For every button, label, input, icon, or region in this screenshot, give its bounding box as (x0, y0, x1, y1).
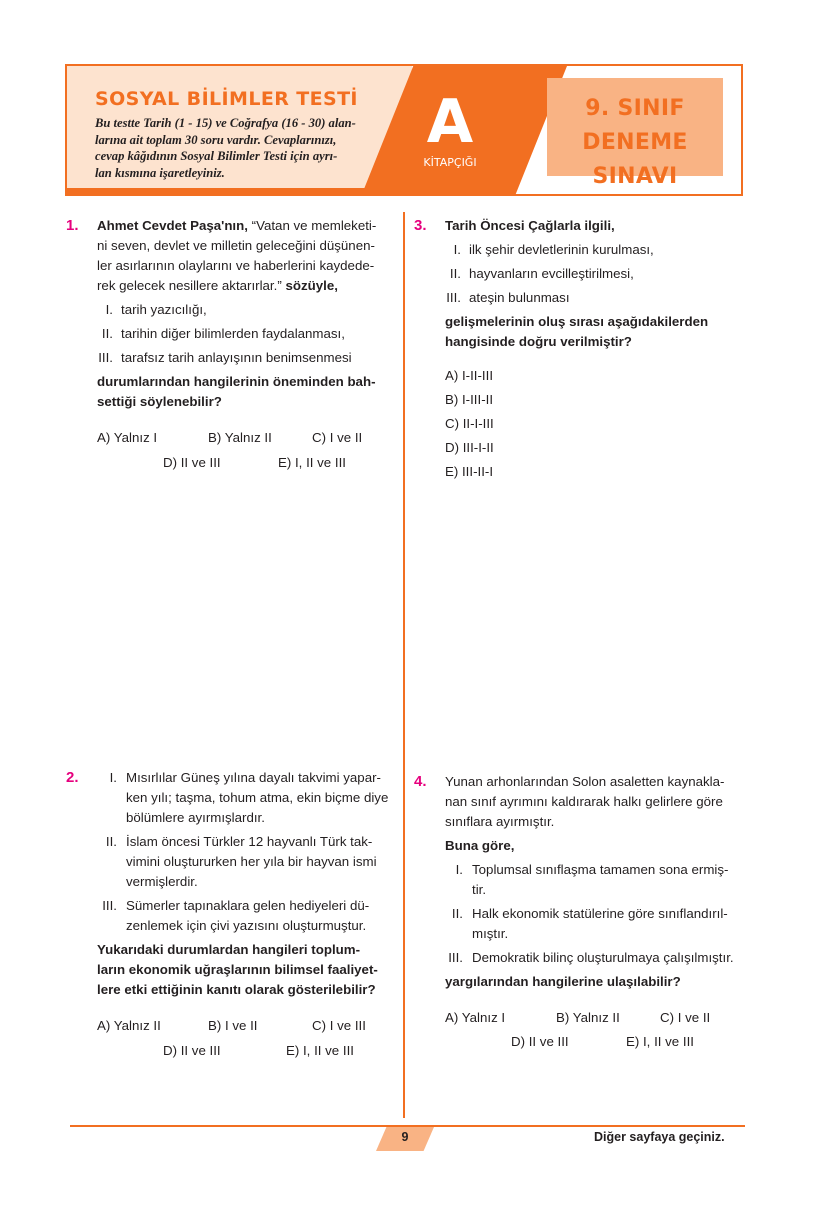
question-intro: Tarih Öncesi Çağlarla ilgili, (445, 218, 615, 233)
question-stem (97, 216, 395, 296)
footer-rule (70, 1125, 745, 1127)
statement-text: hayvanların evcilleştirilmesi, (469, 266, 634, 281)
statement-list (445, 240, 743, 308)
option-d[interactable]: D) II ve III (163, 455, 221, 470)
question-prompt: Yukarıdaki durumlardan hangileri toplum- ların ekonomik uğraşlarının bilimsel faaliyet- lere etki ettiğinin kanıtı olarak gösterilebilir? (97, 942, 378, 997)
statement-text: tarihin diğer bilimlerden faydalanması, (121, 326, 345, 341)
page-number: 9 (401, 1130, 409, 1144)
option-a[interactable]: A) Yalnız I (97, 430, 158, 445)
statement (97, 832, 395, 892)
statement-list (97, 300, 395, 368)
statement-text: Sümerler tapınaklara gelen hediyeleri dü- zenlemek için çivi yazısını oluşturmuştur. (126, 898, 370, 933)
statement (97, 324, 395, 344)
booklet-letter: A (426, 87, 474, 157)
option-c[interactable]: C) I ve II (660, 1010, 711, 1025)
statement-numeral: I. (455, 862, 463, 877)
exam-header (65, 64, 743, 196)
exam-title: 9. SINIF DENEME SINAVI (582, 96, 688, 189)
statement-numeral: II. (451, 906, 463, 921)
option-c[interactable]: C) I ve III (312, 1018, 366, 1033)
statement-numeral: I. (109, 770, 117, 785)
statement-numeral: II. (449, 266, 461, 281)
answer-options (97, 1016, 395, 1061)
option-a[interactable]: A) Yalnız II (97, 1018, 161, 1033)
statement-numeral: II. (101, 326, 113, 341)
option-a[interactable]: A) Yalnız I (445, 1010, 506, 1025)
booklet-label: KİTAPÇIĞI (423, 156, 477, 169)
exam-title-box (547, 78, 723, 189)
statement (97, 300, 395, 320)
statement (445, 948, 743, 968)
statement-text: ilk şehir devletlerinin kurulması, (469, 242, 654, 257)
statement (445, 904, 743, 944)
statement-text: İslam öncesi Türkler 12 hayvanlı Türk tak- vimini oluştururken her yıla bir hayvan ismi vermişlerdir. (126, 834, 377, 889)
question-number: 2. (66, 769, 79, 786)
question-prompt: durumlarından hangilerinin öneminden bah- settiği söylenebilir? (97, 374, 376, 409)
test-title: SOSYAL BİLİMLER TESTİ (95, 88, 358, 110)
statement (445, 860, 743, 900)
statement-list (445, 860, 743, 968)
statement (445, 288, 743, 308)
option-a[interactable]: A) I-II-III (445, 368, 494, 383)
question-intro: Yunan arhonlarından Solon asaletten kaynakla- nan sınıf ayrımını kaldırarak halkı gelirlere göre sınıflara ayırmıştır. (445, 774, 725, 829)
statement-text: ateşin bulunması (469, 290, 570, 305)
statement-numeral: I. (105, 302, 113, 317)
option-c[interactable]: C) II-I-III (445, 416, 494, 431)
statement-numeral: I. (453, 242, 461, 257)
statement-text: Toplumsal sınıflaşma tamamen sona ermiş- tir. (472, 862, 729, 897)
statement-numeral: III. (448, 950, 463, 965)
question-prompt: gelişmelerinin oluş sırası aşağıdakilerden hangisinde doğru verilmiştir? (445, 314, 709, 349)
column-divider (403, 212, 405, 1118)
answer-options (97, 428, 395, 473)
option-b[interactable]: B) I ve II (208, 1018, 258, 1033)
header-info-panel (67, 66, 412, 194)
statement (445, 264, 743, 284)
header-accent-strip (67, 188, 412, 194)
question-number: 1. (66, 217, 79, 234)
option-e[interactable]: E) III-II-I (445, 464, 494, 479)
question-quote: “Vatan ve memleketi- ni seven, devlet ve milletin geleceğini düşünen- ler asırlarının olaylarını ve haberlerini kaydede- rek gelecek nesillere aktarırlar.” (97, 218, 377, 293)
question-lead: Buna göre, (445, 838, 515, 853)
statement-text: Halk ekonomik statülerine göre sınıflandırıl- mıştır. (472, 906, 728, 941)
option-e[interactable]: E) I, II ve III (278, 455, 346, 470)
question-number: 4. (414, 773, 427, 790)
statement-text: Demokratik bilinç oluşturulmaya çalışılmıştır. (472, 950, 734, 965)
option-b[interactable]: B) I-III-II (445, 392, 494, 407)
option-d[interactable]: D) II ve III (511, 1034, 569, 1049)
question-prompt: yargılarından hangilerine ulaşılabilir? (445, 974, 681, 989)
statement-text: tarafsız tarih anlayışının benimsenmesi (121, 350, 352, 365)
option-d[interactable]: D) II ve III (163, 1043, 221, 1058)
option-c[interactable]: C) I ve II (312, 430, 363, 445)
statement-numeral: III. (446, 290, 461, 305)
answer-options (445, 1008, 743, 1052)
option-d[interactable]: D) III-I-II (445, 440, 494, 455)
statement-numeral: II. (105, 834, 117, 849)
option-e[interactable]: E) I, II ve III (626, 1034, 694, 1049)
answer-options (445, 366, 743, 486)
statement (97, 896, 395, 936)
statement-text: tarih yazıcılığı, (121, 302, 207, 317)
statement-numeral: III. (98, 350, 113, 365)
statement-text: Mısırlılar Güneş yılına dayalı takvimi yapar- ken yılı; taşma, tohum atma, ekin biçme diye bölümlere ayırmışlardır. (126, 770, 389, 825)
question-number: 3. (414, 217, 427, 234)
next-page-note: Diğer sayfaya geçiniz. (594, 1130, 725, 1144)
statement (97, 768, 395, 828)
statement (97, 348, 395, 368)
statement-list (97, 768, 395, 936)
statement (445, 240, 743, 260)
statement-numeral: III. (102, 898, 117, 913)
test-description: Bu testte Tarih (1 - 15) ve Coğrafya (16 - 30) alan- larına ait toplam 30 soru vardır. Cevaplarınızı, cevap kâğıdının Sosyal Bilimler Testi için ayrı- lan kısmına işaretleyiniz. (95, 116, 356, 180)
option-e[interactable]: E) I, II ve III (286, 1043, 354, 1058)
option-b[interactable]: B) Yalnız II (556, 1010, 620, 1025)
question-intro: Ahmet Cevdet Paşa'nın, (97, 218, 248, 233)
question-quote-end: sözüyle, (285, 278, 338, 293)
option-b[interactable]: B) Yalnız II (208, 430, 272, 445)
